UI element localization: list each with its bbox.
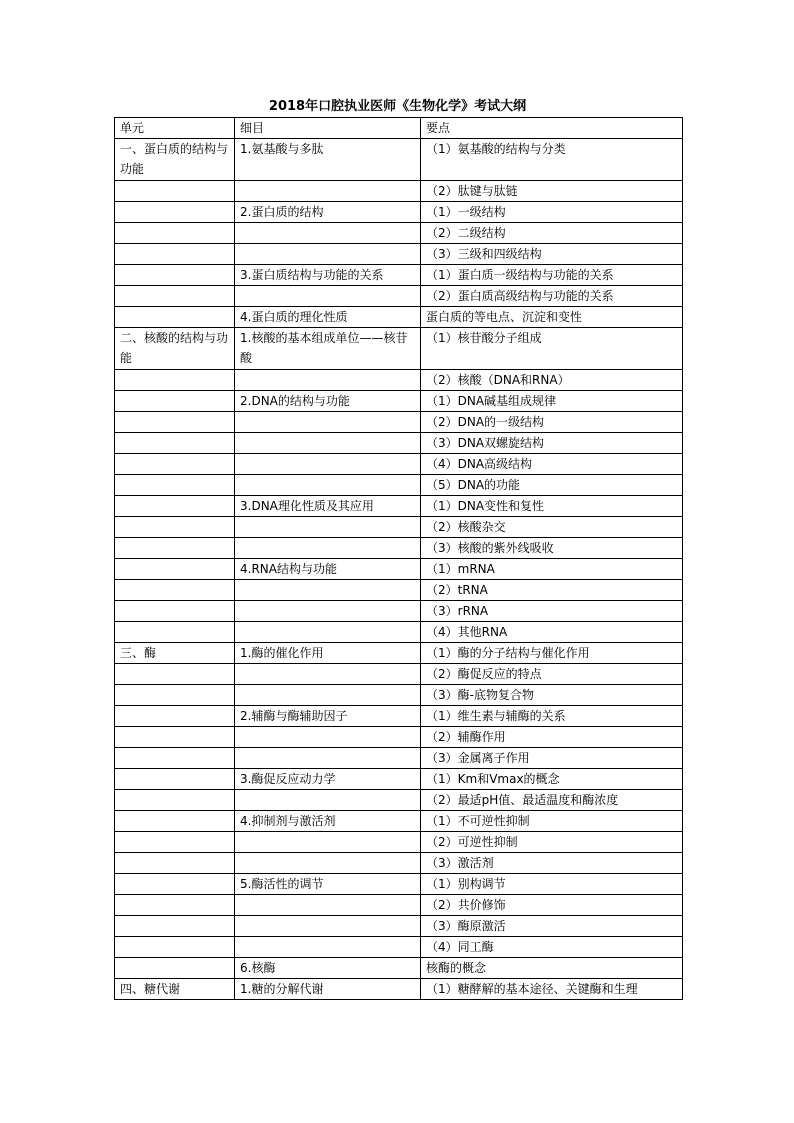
item-cell: 2.DNA的结构与功能	[235, 391, 421, 412]
item-cell	[235, 727, 421, 748]
unit-cell	[115, 685, 235, 706]
item-cell: 3.酶促反应动力学	[235, 769, 421, 790]
point-cell: （1）DNA变性和复性	[421, 496, 683, 517]
unit-cell	[115, 412, 235, 433]
header-item: 细目	[235, 118, 421, 139]
item-cell: 3.蛋白质结构与功能的关系	[235, 265, 421, 286]
item-cell	[235, 454, 421, 475]
point-cell: （2）酶促反应的特点	[421, 664, 683, 685]
item-cell	[235, 790, 421, 811]
table-row	[115, 727, 683, 748]
unit-cell	[115, 727, 235, 748]
table-row	[115, 517, 683, 538]
table-row	[115, 685, 683, 706]
unit-cell	[115, 916, 235, 937]
table-row	[115, 244, 683, 265]
point-cell: （2）辅酶作用	[421, 727, 683, 748]
syllabus-table	[114, 117, 683, 1000]
item-cell	[235, 937, 421, 958]
point-cell: （3）酶-底物复合物	[421, 685, 683, 706]
table-row	[115, 412, 683, 433]
unit-cell	[115, 223, 235, 244]
item-cell	[235, 895, 421, 916]
item-cell	[235, 916, 421, 937]
item-cell: 1.糖的分解代谢	[235, 979, 421, 1000]
point-cell: （2）最适pH值、最适温度和酶浓度	[421, 790, 683, 811]
point-cell: （2）DNA的一级结构	[421, 412, 683, 433]
point-cell: （1）酶的分子结构与催化作用	[421, 643, 683, 664]
table-row	[115, 454, 683, 475]
document-title: 2018年口腔执业医师《生物化学》考试大纲	[268, 99, 527, 114]
table-row	[115, 706, 683, 727]
table-row	[115, 433, 683, 454]
point-cell: （2）蛋白质高级结构与功能的关系	[421, 286, 683, 307]
point-cell: （3）核酸的紫外线吸收	[421, 538, 683, 559]
item-cell	[235, 622, 421, 643]
point-cell: （3）金属离子作用	[421, 748, 683, 769]
item-cell: 2.辅酶与酶辅助因子	[235, 706, 421, 727]
unit-cell	[115, 202, 235, 223]
point-cell: （1）核苷酸分子组成	[421, 328, 683, 370]
item-cell	[235, 685, 421, 706]
unit-cell	[115, 244, 235, 265]
table-row	[115, 643, 683, 664]
table-row	[115, 265, 683, 286]
table-row	[115, 223, 683, 244]
item-cell	[235, 538, 421, 559]
unit-cell: 一、蛋白质的结构与功能	[115, 139, 235, 181]
unit-cell	[115, 874, 235, 895]
unit-cell	[115, 937, 235, 958]
point-cell: （1）糖酵解的基本途径、关键酶和生理	[421, 979, 683, 1000]
item-cell	[235, 853, 421, 874]
unit-cell	[115, 391, 235, 412]
item-cell	[235, 601, 421, 622]
header-point: 要点	[421, 118, 683, 139]
syllabus-table-body	[115, 118, 683, 1000]
point-cell: （4）其他RNA	[421, 622, 683, 643]
table-row	[115, 748, 683, 769]
point-cell: （1）DNA碱基组成规律	[421, 391, 683, 412]
unit-cell	[115, 517, 235, 538]
unit-cell	[115, 433, 235, 454]
unit-cell	[115, 454, 235, 475]
item-cell: 4.抑制剂与激活剂	[235, 811, 421, 832]
item-cell	[235, 748, 421, 769]
point-cell: （3）激活剂	[421, 853, 683, 874]
table-row	[115, 937, 683, 958]
unit-cell	[115, 370, 235, 391]
table-row	[115, 874, 683, 895]
point-cell: 蛋白质的等电点、沉淀和变性	[421, 307, 683, 328]
point-cell: （2）tRNA	[421, 580, 683, 601]
item-cell	[235, 370, 421, 391]
unit-cell: 三、酶	[115, 643, 235, 664]
table-row	[115, 538, 683, 559]
unit-cell	[115, 811, 235, 832]
point-cell: （2）共价修饰	[421, 895, 683, 916]
item-cell: 1.酶的催化作用	[235, 643, 421, 664]
table-row	[115, 832, 683, 853]
point-cell: （3）酶原激活	[421, 916, 683, 937]
point-cell: （3）三级和四级结构	[421, 244, 683, 265]
unit-cell	[115, 559, 235, 580]
unit-cell	[115, 580, 235, 601]
point-cell: 核酶的概念	[421, 958, 683, 979]
unit-cell	[115, 832, 235, 853]
point-cell: （1）蛋白质一级结构与功能的关系	[421, 265, 683, 286]
unit-cell	[115, 748, 235, 769]
point-cell: （1）氨基酸的结构与分类	[421, 139, 683, 181]
unit-cell	[115, 706, 235, 727]
unit-cell: 四、糖代谢	[115, 979, 235, 1000]
table-row	[115, 496, 683, 517]
table-row	[115, 181, 683, 202]
point-cell: （2）二级结构	[421, 223, 683, 244]
table-row	[115, 790, 683, 811]
item-cell: 1.核酸的基本组成单位——核苷酸	[235, 328, 421, 370]
table-row	[115, 853, 683, 874]
unit-cell	[115, 286, 235, 307]
point-cell: （4）DNA高级结构	[421, 454, 683, 475]
table-row	[115, 328, 683, 370]
point-cell: （1）一级结构	[421, 202, 683, 223]
unit-cell	[115, 265, 235, 286]
item-cell	[235, 286, 421, 307]
point-cell: （2）核酸（DNA和RNA）	[421, 370, 683, 391]
item-cell	[235, 223, 421, 244]
item-cell	[235, 244, 421, 265]
table-row	[115, 286, 683, 307]
point-cell: （2）核酸杂交	[421, 517, 683, 538]
unit-cell	[115, 181, 235, 202]
point-cell: （1）Km和Vmax的概念	[421, 769, 683, 790]
table-row	[115, 979, 683, 1000]
item-cell	[235, 412, 421, 433]
item-cell: 5.酶活性的调节	[235, 874, 421, 895]
point-cell: （1）别构调节	[421, 874, 683, 895]
table-row	[115, 202, 683, 223]
unit-cell	[115, 307, 235, 328]
point-cell: （1）不可逆性抑制	[421, 811, 683, 832]
table-row	[115, 811, 683, 832]
table-row	[115, 769, 683, 790]
point-cell: （2）可逆性抑制	[421, 832, 683, 853]
unit-cell	[115, 601, 235, 622]
item-cell: 6.核酶	[235, 958, 421, 979]
table-row	[115, 307, 683, 328]
unit-cell	[115, 496, 235, 517]
table-row	[115, 958, 683, 979]
table-row	[115, 391, 683, 412]
item-cell	[235, 475, 421, 496]
unit-cell	[115, 790, 235, 811]
item-cell	[235, 580, 421, 601]
table-row	[115, 664, 683, 685]
header-unit: 单元	[115, 118, 235, 139]
item-cell: 4.蛋白质的理化性质	[235, 307, 421, 328]
item-cell	[235, 181, 421, 202]
header-row	[115, 118, 683, 139]
unit-cell	[115, 958, 235, 979]
table-row	[115, 580, 683, 601]
table-row	[115, 601, 683, 622]
table-row	[115, 370, 683, 391]
item-cell	[235, 664, 421, 685]
unit-cell	[115, 622, 235, 643]
item-cell	[235, 832, 421, 853]
unit-cell: 二、核酸的结构与功能	[115, 328, 235, 370]
point-cell: （4）同工酶	[421, 937, 683, 958]
item-cell	[235, 517, 421, 538]
table-row	[115, 916, 683, 937]
item-cell: 4.RNA结构与功能	[235, 559, 421, 580]
item-cell: 2.蛋白质的结构	[235, 202, 421, 223]
table-row	[115, 895, 683, 916]
item-cell: 1.氨基酸与多肽	[235, 139, 421, 181]
point-cell: （3）rRNA	[421, 601, 683, 622]
item-cell	[235, 433, 421, 454]
unit-cell	[115, 538, 235, 559]
table-row	[115, 475, 683, 496]
unit-cell	[115, 475, 235, 496]
point-cell: （1）mRNA	[421, 559, 683, 580]
unit-cell	[115, 769, 235, 790]
point-cell: （1）维生素与辅酶的关系	[421, 706, 683, 727]
point-cell: （5）DNA的功能	[421, 475, 683, 496]
unit-cell	[115, 853, 235, 874]
unit-cell	[115, 895, 235, 916]
unit-cell	[115, 664, 235, 685]
point-cell: （3）DNA双螺旋结构	[421, 433, 683, 454]
table-row	[115, 139, 683, 181]
table-row	[115, 622, 683, 643]
point-cell: （2）肽键与肽链	[421, 181, 683, 202]
item-cell: 3.DNA理化性质及其应用	[235, 496, 421, 517]
table-row	[115, 559, 683, 580]
